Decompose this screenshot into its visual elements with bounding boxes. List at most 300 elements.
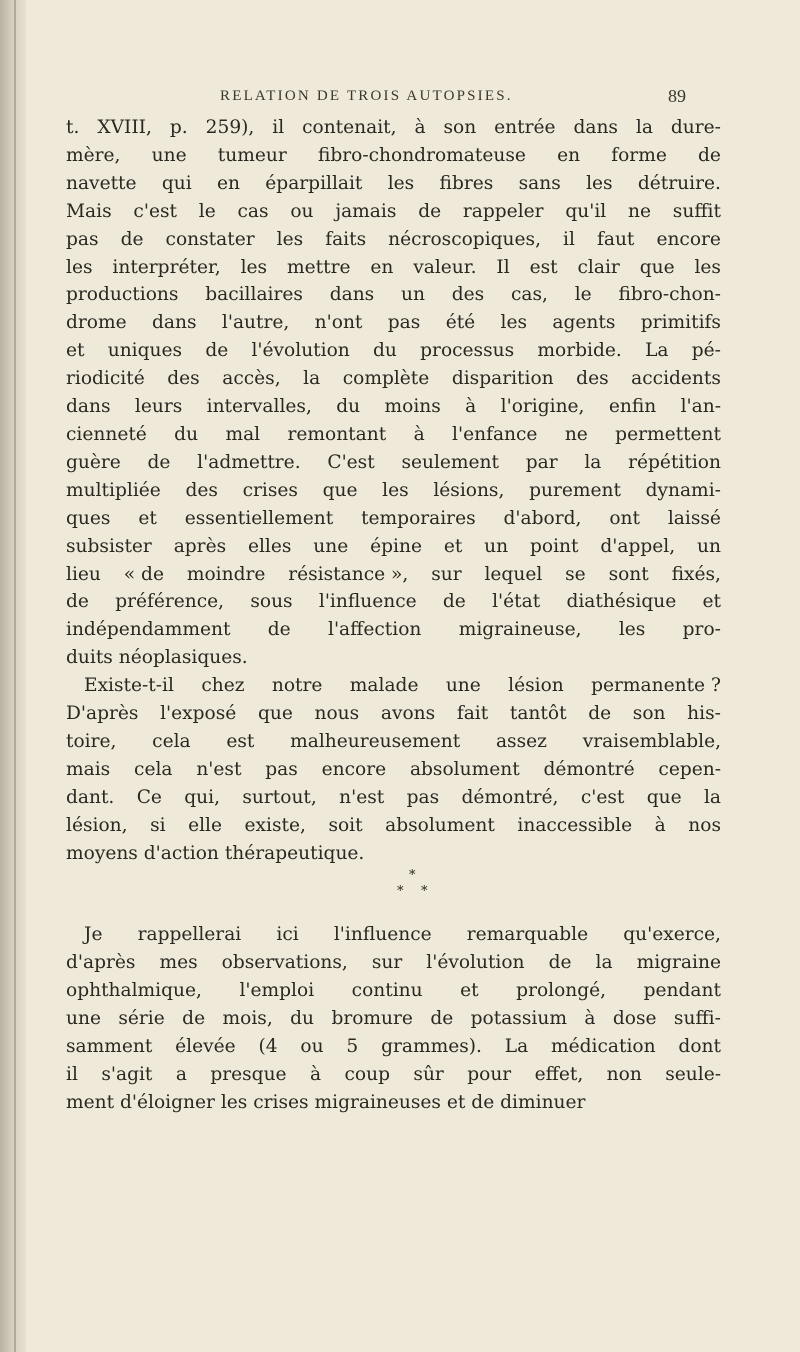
word: les	[694, 256, 721, 278]
word: à	[465, 396, 477, 418]
word: son	[632, 703, 666, 725]
word: une	[66, 1008, 101, 1030]
word: un	[401, 284, 425, 306]
word: essentiellement	[184, 507, 334, 529]
word: ophthalmique,	[66, 980, 202, 1002]
word: et	[446, 1091, 466, 1113]
page-number: 89	[668, 86, 686, 106]
word: les	[240, 256, 268, 278]
word: bromure	[331, 1008, 413, 1030]
word: bacillaires	[205, 284, 303, 306]
word: l'exposé	[160, 703, 237, 725]
word: intervalles,	[206, 396, 312, 418]
text-line	[66, 281, 721, 309]
word: sur	[431, 563, 462, 585]
word: encore	[656, 228, 721, 250]
word: moyens	[66, 842, 138, 864]
word: lequel	[484, 563, 543, 585]
word: mal	[225, 423, 261, 445]
word: absolument	[409, 758, 520, 780]
word: presque	[210, 1064, 287, 1085]
word: cas,	[510, 284, 548, 306]
word: et	[138, 507, 157, 529]
text-line	[66, 700, 721, 728]
word: « de	[123, 563, 164, 585]
word: d'appel,	[600, 535, 676, 557]
word: elle	[188, 814, 222, 836]
word: enfin	[608, 396, 657, 418]
word: seule-	[665, 1064, 721, 1085]
word: mère,	[66, 144, 121, 166]
text-line	[66, 1033, 721, 1061]
word: cas	[237, 200, 269, 222]
word: Il	[496, 256, 510, 278]
text-line	[66, 588, 721, 616]
word: la	[584, 451, 602, 473]
word: fibres	[439, 172, 494, 194]
word: démontré,	[461, 786, 559, 808]
word: pour	[467, 1064, 512, 1085]
word: lésions,	[433, 479, 505, 501]
word: ici	[276, 924, 299, 946]
word: ou	[290, 200, 314, 222]
word: que	[646, 786, 682, 808]
asterism-star: *	[421, 884, 428, 900]
word: en	[216, 172, 240, 194]
word: elles	[247, 535, 292, 557]
word: Mais	[66, 200, 112, 222]
word: se	[565, 563, 586, 585]
text-line	[66, 254, 721, 282]
word: et	[460, 980, 479, 1002]
word: s'agit	[101, 1064, 153, 1085]
word: vraisemblable,	[582, 730, 721, 752]
word: ont	[609, 507, 640, 529]
word: existe,	[244, 814, 306, 836]
word: que	[639, 256, 675, 278]
word: laissé	[667, 507, 721, 529]
word: a	[175, 1064, 187, 1085]
word: drome	[66, 312, 127, 334]
word: morbide.	[537, 340, 622, 362]
word: l'enfance	[452, 423, 538, 445]
word: à	[654, 814, 666, 836]
word: de	[182, 1008, 206, 1030]
word: n'est	[196, 758, 242, 780]
word: son	[443, 117, 477, 138]
word: cela	[134, 758, 173, 780]
word: prolongé,	[516, 980, 607, 1002]
word: continu	[351, 980, 423, 1002]
word: dans	[152, 312, 197, 334]
word: de	[120, 228, 144, 250]
word: sur	[371, 952, 403, 974]
word: fibro-chon-	[618, 284, 721, 306]
word: une	[313, 535, 349, 557]
word: remarquable	[466, 924, 589, 946]
word: dont	[678, 1036, 721, 1058]
word: forme	[611, 144, 667, 166]
word: il	[66, 1064, 78, 1085]
word: avons	[380, 703, 436, 725]
word: mois,	[222, 1008, 273, 1030]
word: riodicité	[66, 368, 145, 390]
gutter-line	[14, 0, 16, 1352]
word: d'après	[66, 952, 136, 974]
word: de	[267, 619, 291, 641]
word: sûr	[413, 1064, 444, 1085]
word: des	[167, 368, 200, 390]
word: cela	[152, 730, 191, 752]
word: grammes).	[381, 1036, 482, 1058]
asterism-star: *	[409, 868, 416, 884]
word: cienneté	[66, 423, 147, 445]
word: un	[696, 535, 721, 557]
word: que	[257, 703, 293, 725]
word: ment	[66, 1091, 115, 1113]
word: encore	[321, 758, 387, 780]
word: les	[387, 172, 415, 194]
word: lésion,	[66, 814, 128, 836]
word: observations,	[221, 952, 348, 974]
word: du	[336, 396, 361, 418]
word: si	[150, 814, 166, 836]
word: la	[635, 117, 653, 138]
word: ne	[628, 200, 651, 222]
text-line	[66, 365, 721, 393]
word: jamais	[335, 200, 397, 222]
word: suffi-	[673, 1008, 721, 1030]
word: clair	[577, 256, 620, 278]
text-line	[66, 949, 721, 977]
word: l'évolution	[426, 952, 525, 974]
word: néoplasiques.	[118, 647, 248, 669]
word: temporaires	[361, 507, 476, 529]
word: Existe-t-il	[84, 675, 174, 697]
word: leurs	[134, 396, 183, 418]
word: les	[66, 256, 93, 278]
word: primitifs	[640, 312, 721, 334]
word: potassium	[470, 1008, 567, 1030]
text-line	[66, 840, 721, 868]
word: indépendamment	[66, 619, 231, 641]
word: la	[595, 952, 613, 974]
text-line	[66, 784, 721, 812]
word: dans	[329, 284, 375, 306]
word: ques	[66, 507, 111, 529]
word: duits	[66, 647, 113, 669]
word: à	[309, 1064, 322, 1085]
word: des	[185, 479, 218, 501]
text-line	[66, 533, 721, 561]
word: des	[576, 368, 609, 390]
word: qu'il	[565, 200, 607, 222]
word: samment	[66, 1036, 153, 1058]
word: une	[151, 144, 187, 166]
asterism-star: *	[397, 884, 404, 900]
text-line	[66, 561, 721, 589]
word: pendant	[643, 980, 721, 1002]
word: d'abord,	[503, 507, 582, 529]
word: effet,	[534, 1064, 584, 1085]
word: sans	[518, 172, 561, 194]
word: La	[504, 1036, 529, 1058]
text-line	[66, 644, 721, 672]
text-line	[66, 114, 721, 142]
word: crises	[253, 1091, 309, 1113]
text-line	[66, 728, 721, 756]
word: t.	[66, 117, 80, 138]
text-line	[66, 977, 721, 1005]
word: du	[373, 340, 397, 362]
word: tumeur	[217, 144, 287, 166]
word: contenait,	[302, 117, 397, 138]
word: productions	[66, 284, 179, 306]
word: faut	[596, 228, 635, 250]
word: mettre	[286, 256, 351, 278]
word: des	[451, 284, 485, 306]
word: l'évolution	[251, 340, 350, 362]
word: Ce	[136, 786, 162, 808]
word: moins	[384, 396, 441, 418]
word: (4	[258, 1036, 278, 1058]
word: guère	[66, 451, 121, 473]
word: 259),	[205, 117, 255, 138]
text-line	[66, 393, 721, 421]
word: lieu	[66, 563, 101, 585]
word: l'influence	[333, 924, 432, 946]
word: purement	[529, 479, 621, 501]
word: d'éloigner	[120, 1091, 215, 1113]
word: la	[303, 368, 321, 390]
word: en	[557, 144, 581, 166]
word: dans	[66, 396, 111, 418]
word: médication	[551, 1036, 656, 1058]
text-line	[66, 1089, 721, 1117]
word: de	[698, 144, 721, 166]
word: de	[548, 952, 572, 974]
word: ou	[300, 1036, 324, 1058]
body-text	[66, 114, 721, 1117]
word: crises	[242, 479, 298, 501]
word: permanente ?	[591, 675, 721, 697]
running-head: RELATION DE TROIS AUTOPSIES.	[220, 88, 513, 104]
word: de	[471, 1091, 495, 1113]
text-line	[66, 1061, 721, 1089]
word: moindre	[186, 563, 266, 585]
word: rappeler	[462, 200, 544, 222]
word: ne	[564, 423, 588, 445]
word: absolument	[385, 814, 495, 836]
word: p.	[169, 117, 188, 138]
word: un	[484, 535, 509, 557]
word: l'admettre.	[197, 451, 301, 473]
word: le	[198, 200, 216, 222]
word: pas	[387, 312, 421, 334]
word: dynami-	[645, 479, 721, 501]
word: inaccessible	[517, 814, 633, 836]
word: accidents	[631, 368, 721, 390]
word: lésion	[508, 675, 564, 697]
word: l'autre,	[221, 312, 290, 334]
word: diathésique	[566, 591, 677, 613]
text-line	[66, 921, 721, 949]
word: permettent	[615, 423, 721, 445]
word: rappellerai	[137, 924, 242, 946]
word: élevée	[175, 1036, 236, 1058]
word: migraine	[636, 952, 721, 974]
word: une	[445, 675, 481, 697]
word: soit	[328, 814, 363, 836]
word: malade	[349, 675, 419, 697]
word: pas	[265, 758, 298, 780]
word: 5	[346, 1036, 359, 1058]
word: que	[322, 479, 358, 501]
word: en	[370, 256, 394, 278]
word: D'après	[66, 703, 139, 725]
word: notre	[271, 675, 323, 697]
word: toire,	[66, 730, 117, 752]
word: n'ont	[314, 312, 363, 334]
word: l'affection	[328, 619, 422, 641]
text-line	[66, 170, 721, 198]
text-line	[66, 421, 721, 449]
word: Je	[84, 924, 103, 946]
word: accès,	[222, 368, 281, 390]
word: de	[430, 1008, 454, 1030]
text-line	[66, 226, 721, 254]
word: diminuer	[500, 1091, 586, 1113]
word: par	[525, 451, 558, 473]
word: à	[413, 423, 425, 445]
word: his-	[687, 703, 721, 725]
word: du	[290, 1008, 315, 1030]
word: et	[443, 535, 463, 557]
word: les	[618, 619, 646, 641]
word: est	[226, 730, 255, 752]
text-line	[66, 337, 721, 365]
word: la	[703, 786, 721, 808]
word: été	[445, 312, 476, 334]
word: à	[584, 1008, 596, 1030]
word: navette	[66, 172, 137, 194]
word: l'origine,	[500, 396, 585, 418]
word: les	[500, 312, 528, 334]
word: coup	[344, 1064, 390, 1085]
word: résistance »,	[288, 563, 409, 585]
word: pas	[66, 228, 99, 250]
word: migraineuse,	[458, 619, 582, 641]
text-line	[66, 449, 721, 477]
word: pro-	[682, 619, 721, 641]
word: non	[606, 1064, 642, 1085]
word: surtout,	[242, 786, 317, 808]
word: remontant	[287, 423, 387, 445]
word: C'est	[327, 451, 375, 473]
word: valeur.	[413, 256, 477, 278]
word: dure-	[670, 117, 721, 138]
word: de	[147, 451, 171, 473]
word: après	[173, 535, 227, 557]
word: pé-	[691, 340, 721, 362]
word: sous	[250, 591, 293, 613]
word: il	[272, 117, 285, 138]
paragraph-1	[66, 114, 721, 672]
word: préférence,	[115, 591, 225, 613]
word: assez	[495, 730, 547, 752]
word: fixés,	[671, 563, 721, 585]
word: qui,	[184, 786, 221, 808]
text-line	[66, 756, 721, 784]
word: cepen-	[658, 758, 721, 780]
word: série	[118, 1008, 165, 1030]
word: l'an-	[680, 396, 721, 418]
word: mais	[66, 758, 111, 780]
word: les	[220, 1091, 248, 1113]
word: dose	[612, 1008, 657, 1030]
word: démontré	[543, 758, 635, 780]
text-line	[66, 672, 721, 700]
word: processus	[420, 340, 515, 362]
word: agents	[552, 312, 616, 334]
word: seulement	[401, 451, 499, 473]
word: subsister	[66, 535, 152, 557]
text-line	[66, 812, 721, 840]
asterism-divider	[66, 867, 721, 921]
word: l'influence	[318, 591, 417, 613]
word: uniques	[107, 340, 183, 362]
paragraph-3	[66, 921, 721, 1116]
word: d'action	[143, 842, 219, 864]
word: le	[574, 284, 592, 306]
word: c'est	[580, 786, 625, 808]
word: les	[586, 172, 613, 194]
word: est	[529, 256, 558, 278]
word: il	[563, 228, 575, 250]
word: et	[66, 340, 85, 362]
word: point	[529, 535, 579, 557]
text-line	[66, 142, 721, 170]
word: interpréter,	[112, 256, 221, 278]
word: suffit	[672, 200, 721, 222]
text-line	[66, 616, 721, 644]
word: qu'exerce,	[623, 924, 721, 946]
word: multipliée	[66, 479, 161, 501]
text-line	[66, 198, 721, 226]
word: fait	[456, 703, 489, 725]
word: n'est	[339, 786, 385, 808]
word: les	[382, 479, 409, 501]
text-line	[66, 505, 721, 533]
word: La	[645, 340, 669, 362]
word: faits	[325, 228, 367, 250]
paragraph-2	[66, 672, 721, 867]
binding-gutter	[0, 0, 26, 1352]
word: l'emploi	[239, 980, 315, 1002]
word: pas	[406, 786, 440, 808]
word: et	[702, 591, 721, 613]
word: dant.	[66, 786, 115, 808]
text-line	[66, 1005, 721, 1033]
word: migraineuses	[314, 1091, 441, 1113]
word: de	[588, 703, 612, 725]
word: fibro-chondromateuse	[317, 144, 526, 166]
word: nous	[314, 703, 360, 725]
word: à	[414, 117, 426, 138]
word: les	[276, 228, 304, 250]
word: entrée	[494, 117, 556, 138]
word: tantôt	[509, 703, 567, 725]
